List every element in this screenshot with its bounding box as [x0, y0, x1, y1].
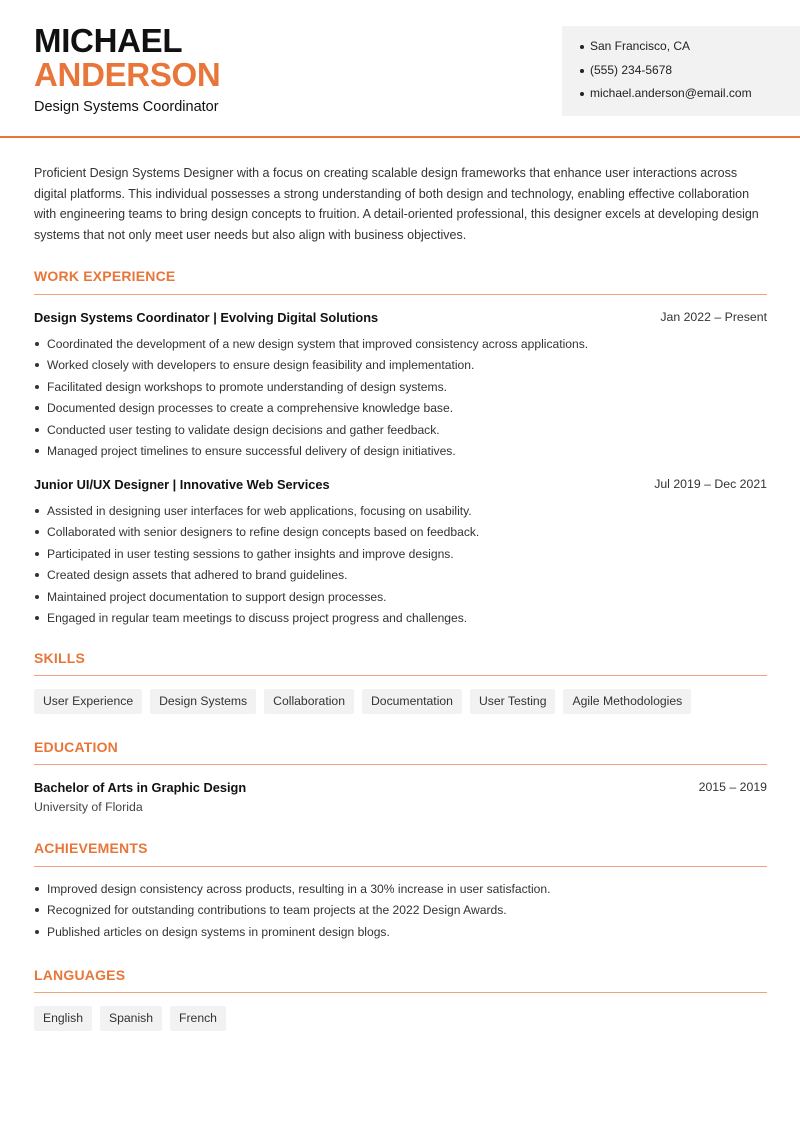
- skill-tag: User Testing: [470, 689, 556, 714]
- last-name: ANDERSON: [34, 56, 221, 93]
- language-tag: Spanish: [100, 1006, 162, 1031]
- language-tag: English: [34, 1006, 92, 1031]
- school-name: University of Florida: [34, 800, 143, 814]
- language-tag: French: [170, 1006, 226, 1031]
- job-role: Junior UI/UX Designer | Innovative Web Services: [34, 477, 330, 492]
- skill-tag: Documentation: [362, 689, 462, 714]
- section-title-languages: LANGUAGES: [34, 967, 126, 983]
- list-item: Recognized for outstanding contributions to team projects at the 2022 Design Awards.: [34, 902, 767, 923]
- section-divider: [34, 992, 767, 993]
- section-divider: [34, 866, 767, 867]
- section-title-skills: SKILLS: [34, 650, 85, 666]
- job-header: [34, 310, 767, 325]
- list-item: Conducted user testing to validate design decisions and gather feedback.: [34, 422, 767, 443]
- contact-email[interactable]: michael.anderson@email.com: [580, 85, 800, 109]
- skills-tag-list: [34, 689, 691, 714]
- list-item: Engaged in regular team meetings to discuss project progress and challenges.: [34, 610, 767, 631]
- education-header: [34, 780, 767, 795]
- job-bullet-list: [34, 336, 767, 464]
- education-dates: 2015 – 2019: [698, 780, 767, 794]
- job-dates: Jul 2019 – Dec 2021: [654, 477, 767, 491]
- first-name: MICHAEL: [34, 22, 183, 59]
- list-item: Published articles on design systems in prominent design blogs.: [34, 924, 767, 945]
- section-title-education: EDUCATION: [34, 739, 118, 755]
- list-item: Documented design processes to create a comprehensive knowledge base.: [34, 400, 767, 421]
- skill-tag: User Experience: [34, 689, 142, 714]
- contact-location: San Francisco, CA: [580, 38, 800, 62]
- list-item: Coordinated the development of a new design system that improved consistency across applications.: [34, 336, 767, 357]
- summary-paragraph: Proficient Design Systems Designer with a focus on creating scalable design frameworks that enhance user interactions across digital platforms. This individual possesses a strong understanding of both design and technology, enabling effective collaboration with engineering teams to bring design concepts to fruition. A detail-oriented professional, this designer excels at developing design systems that not only meet user needs but also align with business objectives.: [34, 166, 759, 243]
- contact-box: [562, 26, 800, 116]
- list-item: Assisted in designing user interfaces for web applications, focusing on usability.: [34, 503, 767, 524]
- job-header: [34, 477, 767, 492]
- list-item: Facilitated design workshops to promote understanding of design systems.: [34, 379, 767, 400]
- list-item: Collaborated with senior designers to refine design concepts based on feedback.: [34, 524, 767, 545]
- section-divider: [34, 764, 767, 765]
- skill-tag: Design Systems: [150, 689, 256, 714]
- list-item: Maintained project documentation to support design processes.: [34, 589, 767, 610]
- job-bullet-list: [34, 503, 767, 631]
- list-item: Worked closely with developers to ensure design feasibility and implementation.: [34, 357, 767, 378]
- degree-name: Bachelor of Arts in Graphic Design: [34, 780, 247, 795]
- job-title: Design Systems Coordinator: [34, 99, 219, 115]
- list-item: Improved design consistency across products, resulting in a 30% increase in user satisfaction.: [34, 881, 767, 902]
- section-divider: [34, 675, 767, 676]
- skill-tag: Agile Methodologies: [563, 689, 691, 714]
- list-item: Managed project timelines to ensure successful delivery of design initiatives.: [34, 443, 767, 464]
- list-item: Participated in user testing sessions to gather insights and improve designs.: [34, 546, 767, 567]
- contact-phone: (555) 234-5678: [580, 62, 800, 86]
- achievements-list: [34, 881, 767, 945]
- job-dates: Jan 2022 – Present: [660, 310, 767, 324]
- list-item: Created design assets that adhered to brand guidelines.: [34, 567, 767, 588]
- section-title-achievements: ACHIEVEMENTS: [34, 840, 148, 856]
- section-divider: [34, 294, 767, 295]
- resume-header: [0, 0, 800, 138]
- section-title-work-experience: WORK EXPERIENCE: [34, 268, 176, 284]
- languages-tag-list: [34, 1006, 226, 1031]
- job-role: Design Systems Coordinator | Evolving Digital Solutions: [34, 310, 379, 325]
- skill-tag: Collaboration: [264, 689, 354, 714]
